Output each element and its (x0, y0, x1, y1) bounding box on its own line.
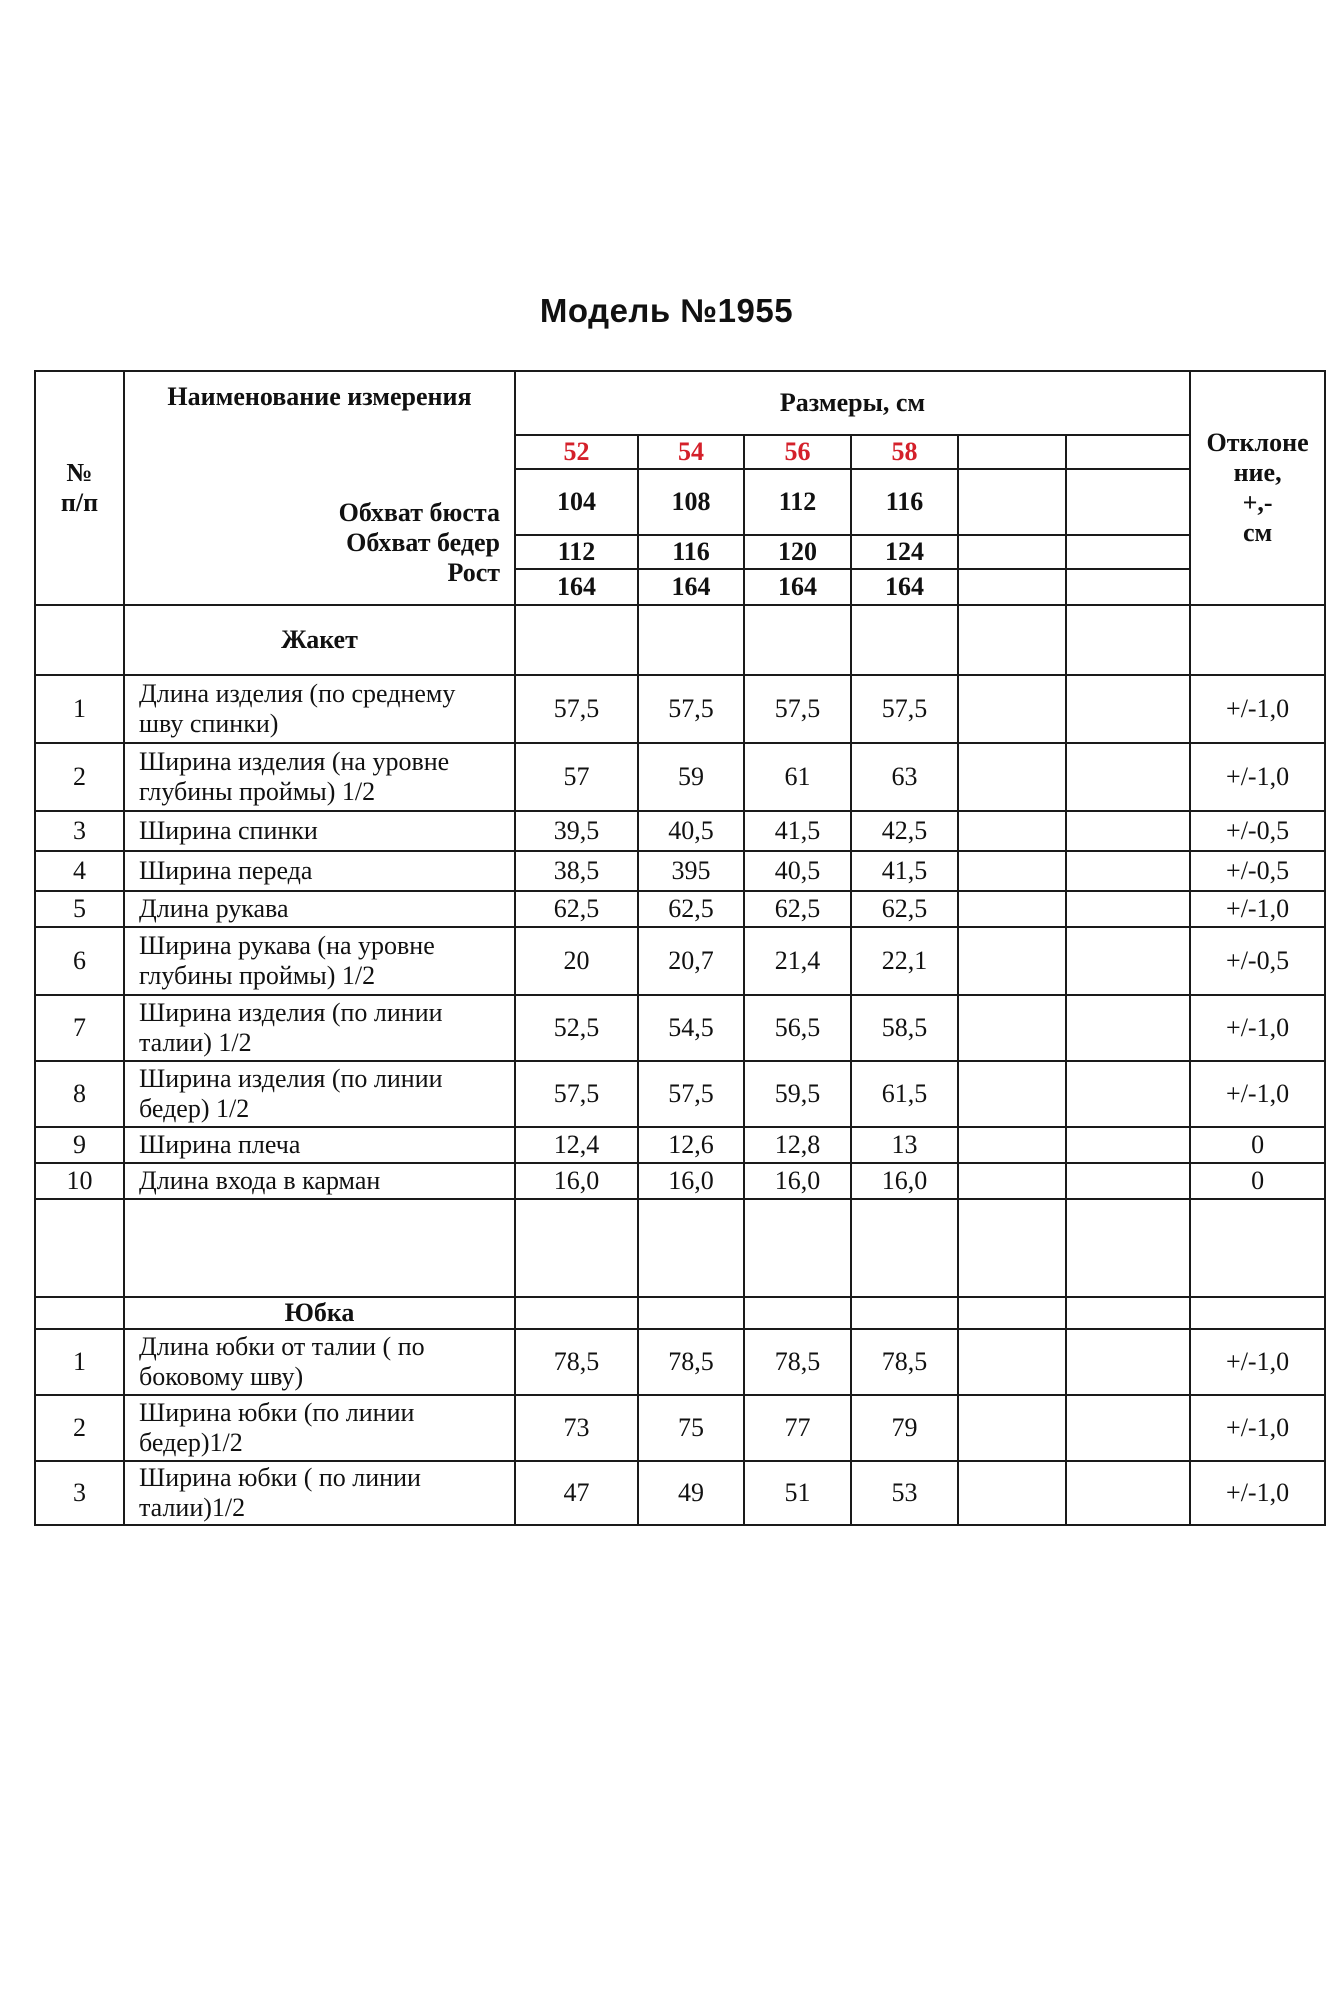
page-title-text: Модель №1955 (539, 292, 794, 329)
size-56: 56 (744, 435, 851, 469)
measure-value: 62,5 (744, 891, 851, 927)
deviation-value: +/-1,0 (1190, 1061, 1325, 1127)
measure-value: 78,5 (744, 1329, 851, 1395)
measure-value: 47 (515, 1461, 638, 1525)
header-deviation-cell (1190, 371, 1325, 605)
measure-value: 77 (744, 1395, 851, 1461)
deviation-value: +/-1,0 (1190, 891, 1325, 927)
empty-cell (1066, 995, 1190, 1061)
measure-name-line-1: Длина изделия (по среднему (139, 679, 456, 708)
empty-cell (851, 1297, 958, 1329)
empty-cell (958, 811, 1066, 851)
empty-cell (851, 1199, 958, 1297)
measure-value: 16,0 (744, 1163, 851, 1199)
measure-name-line-2: бедер)1/2 (139, 1428, 243, 1457)
deviation-value: +/-0,5 (1190, 811, 1325, 851)
bust-label: Обхват бюста (338, 498, 500, 527)
table-row (35, 1163, 1325, 1199)
measure-value: 61,5 (851, 1061, 958, 1127)
row-number: 1 (35, 675, 124, 743)
row-number: 8 (35, 1061, 124, 1127)
measure-name (124, 851, 515, 891)
measure-value: 20,7 (638, 927, 744, 995)
empty-cell (1066, 435, 1190, 469)
empty-cell (515, 605, 638, 675)
empty-cell (958, 1199, 1066, 1297)
empty-cell (958, 1395, 1066, 1461)
hips-value: 120 (744, 535, 851, 569)
table-row (35, 891, 1325, 927)
empty-cell (35, 605, 124, 675)
empty-cell (1066, 743, 1190, 811)
hips-value: 124 (851, 535, 958, 569)
blank-row (35, 1199, 1325, 1297)
table-row (35, 743, 1325, 811)
measure-name (124, 1461, 515, 1525)
table-row (35, 811, 1325, 851)
empty-cell (1066, 1297, 1190, 1329)
measure-value: 39,5 (515, 811, 638, 851)
empty-cell (851, 605, 958, 675)
deviation-value: +/-1,0 (1190, 675, 1325, 743)
measure-value: 78,5 (851, 1329, 958, 1395)
empty-cell (958, 1329, 1066, 1395)
empty-cell (744, 1199, 851, 1297)
row-number: 2 (35, 743, 124, 811)
table-row (35, 675, 1325, 743)
measure-value: 12,4 (515, 1127, 638, 1163)
measure-value: 12,6 (638, 1127, 744, 1163)
measure-name (124, 891, 515, 927)
empty-cell (1066, 605, 1190, 675)
empty-cell (124, 1199, 515, 1297)
empty-cell (958, 995, 1066, 1061)
empty-cell (1066, 569, 1190, 605)
hips-value: 112 (515, 535, 638, 569)
section-label: Жакет (124, 605, 515, 675)
measure-value: 42,5 (851, 811, 958, 851)
empty-cell (958, 569, 1066, 605)
row-number: 10 (35, 1163, 124, 1199)
measure-name-line-2: талии)1/2 (139, 1493, 246, 1522)
measure-value: 57 (515, 743, 638, 811)
measure-value: 51 (744, 1461, 851, 1525)
deviation-value: +/-0,5 (1190, 927, 1325, 995)
section-label: Юбка (124, 1297, 515, 1329)
measure-name (124, 995, 515, 1061)
sizes-label-cell (515, 371, 1190, 435)
empty-cell (958, 675, 1066, 743)
header-number-label-2: п/п (60, 488, 99, 517)
height-value: 164 (638, 569, 744, 605)
measure-name (124, 927, 515, 995)
row-number: 3 (35, 1461, 124, 1525)
measure-value: 52,5 (515, 995, 638, 1061)
empty-cell (958, 435, 1066, 469)
measure-value: 61 (744, 743, 851, 811)
hips-label: Обхват бедер (346, 528, 500, 557)
deviation-value: +/-1,0 (1190, 743, 1325, 811)
measure-value: 62,5 (851, 891, 958, 927)
measure-value: 78,5 (638, 1329, 744, 1395)
size-58: 58 (851, 435, 958, 469)
row-number: 4 (35, 851, 124, 891)
empty-cell (1066, 1061, 1190, 1127)
sizes-label: Размеры, см (779, 388, 926, 417)
measure-value: 41,5 (851, 851, 958, 891)
skirt-section-row (35, 1297, 1325, 1329)
measure-name (124, 743, 515, 811)
empty-cell (638, 1199, 744, 1297)
bust-value: 116 (851, 469, 958, 535)
row-number: 3 (35, 811, 124, 851)
empty-cell (1066, 1199, 1190, 1297)
measure-value: 62,5 (638, 891, 744, 927)
empty-cell (515, 1297, 638, 1329)
empty-cell (958, 1297, 1066, 1329)
measure-name-line-2: глубины проймы) 1/2 (139, 777, 376, 806)
empty-cell (1066, 1127, 1190, 1163)
empty-cell (1066, 469, 1190, 535)
empty-cell (35, 1297, 124, 1329)
measure-value: 38,5 (515, 851, 638, 891)
page-title (0, 292, 1333, 330)
size-54: 54 (638, 435, 744, 469)
empty-cell (1190, 1199, 1325, 1297)
jacket-section-row (35, 605, 1325, 675)
measure-value: 53 (851, 1461, 958, 1525)
measure-value: 57,5 (515, 675, 638, 743)
measure-value: 16,0 (515, 1163, 638, 1199)
measure-value: 75 (638, 1395, 744, 1461)
empty-cell (1066, 1163, 1190, 1199)
measure-value: 56,5 (744, 995, 851, 1061)
measure-value: 57,5 (744, 675, 851, 743)
measure-name-line-1: Ширина спинки (139, 816, 318, 845)
deviation-value: 0 (1190, 1163, 1325, 1199)
row-number: 2 (35, 1395, 124, 1461)
table-row (35, 995, 1325, 1061)
empty-cell (958, 851, 1066, 891)
measure-name (124, 1061, 515, 1127)
row-number: 9 (35, 1127, 124, 1163)
measure-name-line-1: Ширина юбки (по линии (139, 1398, 415, 1427)
measure-value: 16,0 (638, 1163, 744, 1199)
height-value: 164 (744, 569, 851, 605)
measure-name-line-2: бедер) 1/2 (139, 1094, 250, 1123)
bust-value: 104 (515, 469, 638, 535)
empty-cell (1066, 927, 1190, 995)
empty-cell (1066, 535, 1190, 569)
deviation-label-4: см (1242, 518, 1273, 547)
measure-value: 21,4 (744, 927, 851, 995)
empty-cell (958, 469, 1066, 535)
measure-value: 395 (638, 851, 744, 891)
row-number: 5 (35, 891, 124, 927)
empty-cell (958, 605, 1066, 675)
measure-name-line-1: Ширина изделия (по линии (139, 1064, 443, 1093)
empty-cell (958, 743, 1066, 811)
measure-name-line-1: Ширина изделия (на уровне (139, 747, 450, 776)
deviation-value: +/-0,5 (1190, 851, 1325, 891)
measure-value: 73 (515, 1395, 638, 1461)
deviation-value: +/-1,0 (1190, 1461, 1325, 1525)
deviation-label-1: Отклоне (1206, 428, 1309, 457)
table-row (35, 1395, 1325, 1461)
measure-name-line-1: Ширина юбки ( по линии (139, 1463, 421, 1492)
measure-value: 58,5 (851, 995, 958, 1061)
measure-value: 40,5 (638, 811, 744, 851)
height-value: 164 (515, 569, 638, 605)
measure-name-line-1: Длина входа в карман (139, 1166, 381, 1195)
measure-value: 57,5 (638, 675, 744, 743)
measure-value: 79 (851, 1395, 958, 1461)
empty-cell (958, 1163, 1066, 1199)
height-label: Рост (447, 558, 500, 587)
measure-value: 49 (638, 1461, 744, 1525)
table-row (35, 851, 1325, 891)
measure-name-line-1: Длина юбки от талии ( по (139, 1332, 425, 1361)
size-52: 52 (515, 435, 638, 469)
empty-cell (958, 1127, 1066, 1163)
header-row-sizes-label (35, 371, 1325, 435)
measure-name-line-2: глубины проймы) 1/2 (139, 961, 376, 990)
deviation-value: +/-1,0 (1190, 1329, 1325, 1395)
empty-cell (1066, 891, 1190, 927)
measure-value: 57,5 (515, 1061, 638, 1127)
measure-value: 63 (851, 743, 958, 811)
header-number-label-1: № (66, 458, 93, 487)
measure-value: 54,5 (638, 995, 744, 1061)
empty-cell (1066, 851, 1190, 891)
measure-name-line-2: боковому шву) (139, 1362, 304, 1391)
table-row (35, 1461, 1325, 1525)
measure-value: 40,5 (744, 851, 851, 891)
bust-value: 108 (638, 469, 744, 535)
measure-name-line-2: талии) 1/2 (139, 1028, 252, 1057)
empty-cell (1066, 1329, 1190, 1395)
deviation-value: 0 (1190, 1127, 1325, 1163)
empty-cell (515, 1199, 638, 1297)
empty-cell (638, 1297, 744, 1329)
measure-value: 57,5 (851, 675, 958, 743)
table-row (35, 1061, 1325, 1127)
deviation-value: +/-1,0 (1190, 995, 1325, 1061)
measure-name-line-1: Длина рукава (139, 894, 289, 923)
empty-cell (1190, 605, 1325, 675)
table-row (35, 1127, 1325, 1163)
empty-cell (1066, 675, 1190, 743)
header-measure-cell (124, 371, 515, 605)
measure-name-line-1: Ширина изделия (по линии (139, 998, 443, 1027)
deviation-label-2: ние, (1233, 458, 1282, 487)
deviation-value: +/-1,0 (1190, 1395, 1325, 1461)
table-row (35, 1329, 1325, 1395)
header-measure-label: Наименование измерения (167, 382, 472, 411)
hips-value: 116 (638, 535, 744, 569)
measure-name (124, 675, 515, 743)
measure-value: 62,5 (515, 891, 638, 927)
measure-name (124, 1127, 515, 1163)
empty-cell (1066, 1395, 1190, 1461)
measure-value: 41,5 (744, 811, 851, 851)
empty-cell (1066, 811, 1190, 851)
measure-name (124, 1329, 515, 1395)
empty-cell (958, 535, 1066, 569)
header-number-cell (35, 371, 124, 605)
row-number: 1 (35, 1329, 124, 1395)
measure-name-line-1: Ширина рукава (на уровне (139, 931, 435, 960)
measure-value: 22,1 (851, 927, 958, 995)
empty-cell (958, 891, 1066, 927)
empty-cell (958, 927, 1066, 995)
measure-name (124, 811, 515, 851)
empty-cell (958, 1061, 1066, 1127)
measure-value: 13 (851, 1127, 958, 1163)
height-value: 164 (851, 569, 958, 605)
table-row (35, 927, 1325, 995)
empty-cell (638, 605, 744, 675)
measure-value: 59 (638, 743, 744, 811)
empty-cell (744, 1297, 851, 1329)
measure-value: 78,5 (515, 1329, 638, 1395)
size-table (34, 370, 1326, 1526)
empty-cell (958, 1461, 1066, 1525)
measure-value: 59,5 (744, 1061, 851, 1127)
row-number: 7 (35, 995, 124, 1061)
measure-name-line-1: Ширина переда (139, 856, 313, 885)
measure-value: 57,5 (638, 1061, 744, 1127)
empty-cell (1190, 1297, 1325, 1329)
measure-name-line-1: Ширина плеча (139, 1130, 301, 1159)
measure-name (124, 1395, 515, 1461)
measure-value: 16,0 (851, 1163, 958, 1199)
empty-cell (744, 605, 851, 675)
bust-value: 112 (744, 469, 851, 535)
empty-cell (35, 1199, 124, 1297)
row-number: 6 (35, 927, 124, 995)
empty-cell (1066, 1461, 1190, 1525)
measure-value: 12,8 (744, 1127, 851, 1163)
measure-name-line-2: шву спинки) (139, 709, 279, 738)
measure-value: 20 (515, 927, 638, 995)
deviation-label-3: +,- (1242, 488, 1273, 517)
measure-name (124, 1163, 515, 1199)
